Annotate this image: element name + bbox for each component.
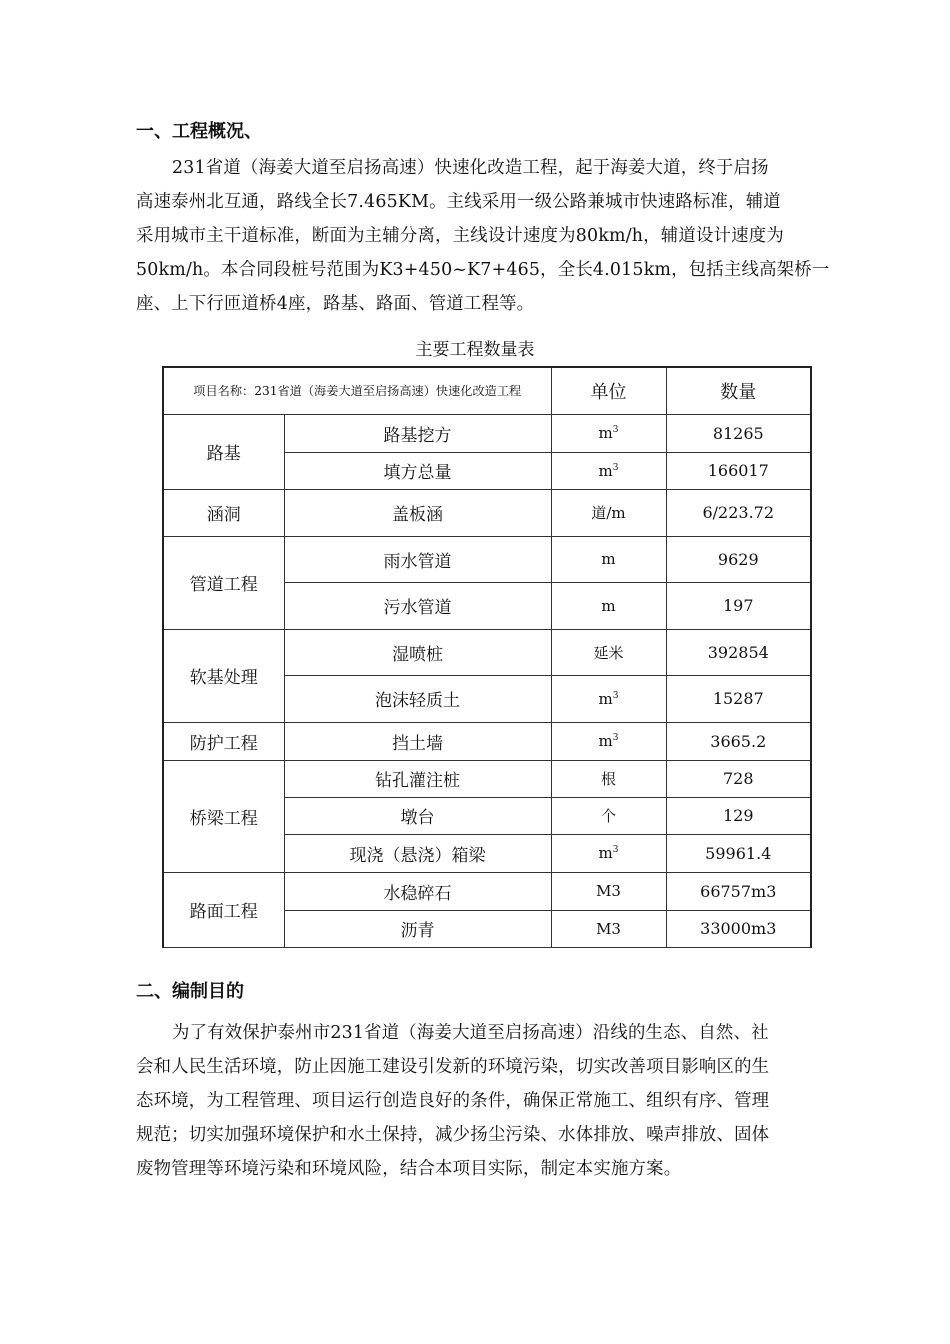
item-cell: 湿喷桩 bbox=[284, 629, 551, 675]
quantity-cell: 9629 bbox=[666, 536, 811, 582]
item-cell: 墩台 bbox=[284, 797, 551, 834]
table-row bbox=[163, 872, 811, 910]
item-cell: 钻孔灌注桩 bbox=[284, 760, 551, 797]
category-cell: 涵洞 bbox=[163, 489, 284, 536]
paragraph-line: 态环境，为工程管理、项目运行创造良好的条件，确保正常施工、组织有序、管理 bbox=[136, 1091, 770, 1111]
paragraph-line: 座、上下行匝道桥4座，路基、路面、管道工程等。 bbox=[136, 294, 535, 314]
item-cell: 路基挖方 bbox=[284, 414, 551, 452]
quantity-cell: 15287 bbox=[666, 675, 811, 722]
item-cell: 填方总量 bbox=[284, 452, 551, 489]
quantity-cell: 3665.2 bbox=[666, 722, 811, 760]
quantity-cell: 728 bbox=[666, 760, 811, 797]
quantity-cell: 197 bbox=[666, 582, 811, 629]
paragraph-line: 为了有效保护泰州市231省道（海姜大道至启扬高速）沿线的生态、自然、社 bbox=[172, 1023, 769, 1043]
category-cell: 路基 bbox=[163, 414, 284, 489]
overview-paragraph bbox=[136, 151, 836, 321]
category-cell: 管道工程 bbox=[163, 536, 284, 629]
unit-cell: 个 bbox=[551, 797, 666, 834]
quantity-cell: 392854 bbox=[666, 629, 811, 675]
unit-cell: $m^3$ bbox=[551, 722, 666, 760]
category-cell: 桥梁工程 bbox=[163, 760, 284, 872]
section-heading-purpose: 二、编制目的 bbox=[136, 981, 244, 1002]
table-header-row bbox=[163, 367, 811, 414]
paragraph-line: 采用城市主干道标准，断面为主辅分离，主线设计速度为80km/h，辅道设计速度为 bbox=[136, 226, 784, 246]
unit-cell: m bbox=[551, 536, 666, 582]
table-row bbox=[163, 536, 811, 582]
unit-cell: M3 bbox=[551, 872, 666, 910]
header-unit: 单位 bbox=[551, 367, 666, 414]
paragraph-line: 50km/h。本合同段桩号范围为K3+450~K7+465，全长4.015km，包括主线高架桥一 bbox=[136, 260, 830, 280]
header-quantity: 数量 bbox=[666, 367, 811, 414]
item-cell: 泡沫轻质土 bbox=[284, 675, 551, 722]
item-cell: 现浇（悬浇）箱梁 bbox=[284, 834, 551, 872]
unit-cell: M3 bbox=[551, 910, 666, 947]
paragraph-line: 废物管理等环境污染和环境风险，结合本项目实际，制定本实施方案。 bbox=[136, 1159, 682, 1179]
category-cell: 路面工程 bbox=[163, 872, 284, 947]
paragraph-line: 231省道（海姜大道至启扬高速）快速化改造工程，起于海姜大道，终于启扬 bbox=[172, 158, 769, 178]
table-row bbox=[163, 629, 811, 675]
quantity-cell: 81265 bbox=[666, 414, 811, 452]
section-heading-overview: 一、工程概况、 bbox=[136, 121, 262, 142]
quantity-cell: 66757m3 bbox=[666, 872, 811, 910]
quantity-table bbox=[162, 366, 812, 948]
table-row bbox=[163, 760, 811, 797]
item-cell: 沥青 bbox=[284, 910, 551, 947]
table-row bbox=[163, 722, 811, 760]
item-cell: 雨水管道 bbox=[284, 536, 551, 582]
quantity-cell: 6/223.72 bbox=[666, 489, 811, 536]
quantity-cell: 166017 bbox=[666, 452, 811, 489]
unit-cell: $m^3$ bbox=[551, 414, 666, 452]
paragraph-line: 会和人民生活环境，防止因施工建设引发新的环境污染，切实改善项目影响区的生 bbox=[136, 1057, 770, 1077]
quantity-cell: 59961.4 bbox=[666, 834, 811, 872]
paragraph-line: 规范；切实加强环境保护和水土保持，减少扬尘污染、水体排放、噪声排放、固体 bbox=[136, 1125, 770, 1145]
header-project-name: 项目名称：231省道（海姜大道至启扬高速）快速化改造工程 bbox=[163, 367, 551, 414]
category-cell: 防护工程 bbox=[163, 722, 284, 760]
table-row bbox=[163, 489, 811, 536]
unit-cell: 根 bbox=[551, 760, 666, 797]
purpose-paragraph bbox=[136, 1016, 836, 1186]
item-cell: 水稳碎石 bbox=[284, 872, 551, 910]
unit-cell: m bbox=[551, 582, 666, 629]
item-cell: 盖板涵 bbox=[284, 489, 551, 536]
item-cell: 污水管道 bbox=[284, 582, 551, 629]
paragraph-line: 高速泰州北互通，路线全长7.465KM。主线采用一级公路兼城市快速路标准，辅道 bbox=[136, 192, 781, 212]
item-cell: 挡土墙 bbox=[284, 722, 551, 760]
table-caption: 主要工程数量表 bbox=[415, 340, 535, 360]
unit-cell: 道/m bbox=[551, 489, 666, 536]
unit-cell: $m^3$ bbox=[551, 675, 666, 722]
table-row bbox=[163, 414, 811, 452]
quantity-cell: 129 bbox=[666, 797, 811, 834]
unit-cell: 延米 bbox=[551, 629, 666, 675]
unit-cell: $m^3$ bbox=[551, 834, 666, 872]
unit-cell: $m^3$ bbox=[551, 452, 666, 489]
category-cell: 软基处理 bbox=[163, 629, 284, 722]
quantity-cell: 33000m3 bbox=[666, 910, 811, 947]
